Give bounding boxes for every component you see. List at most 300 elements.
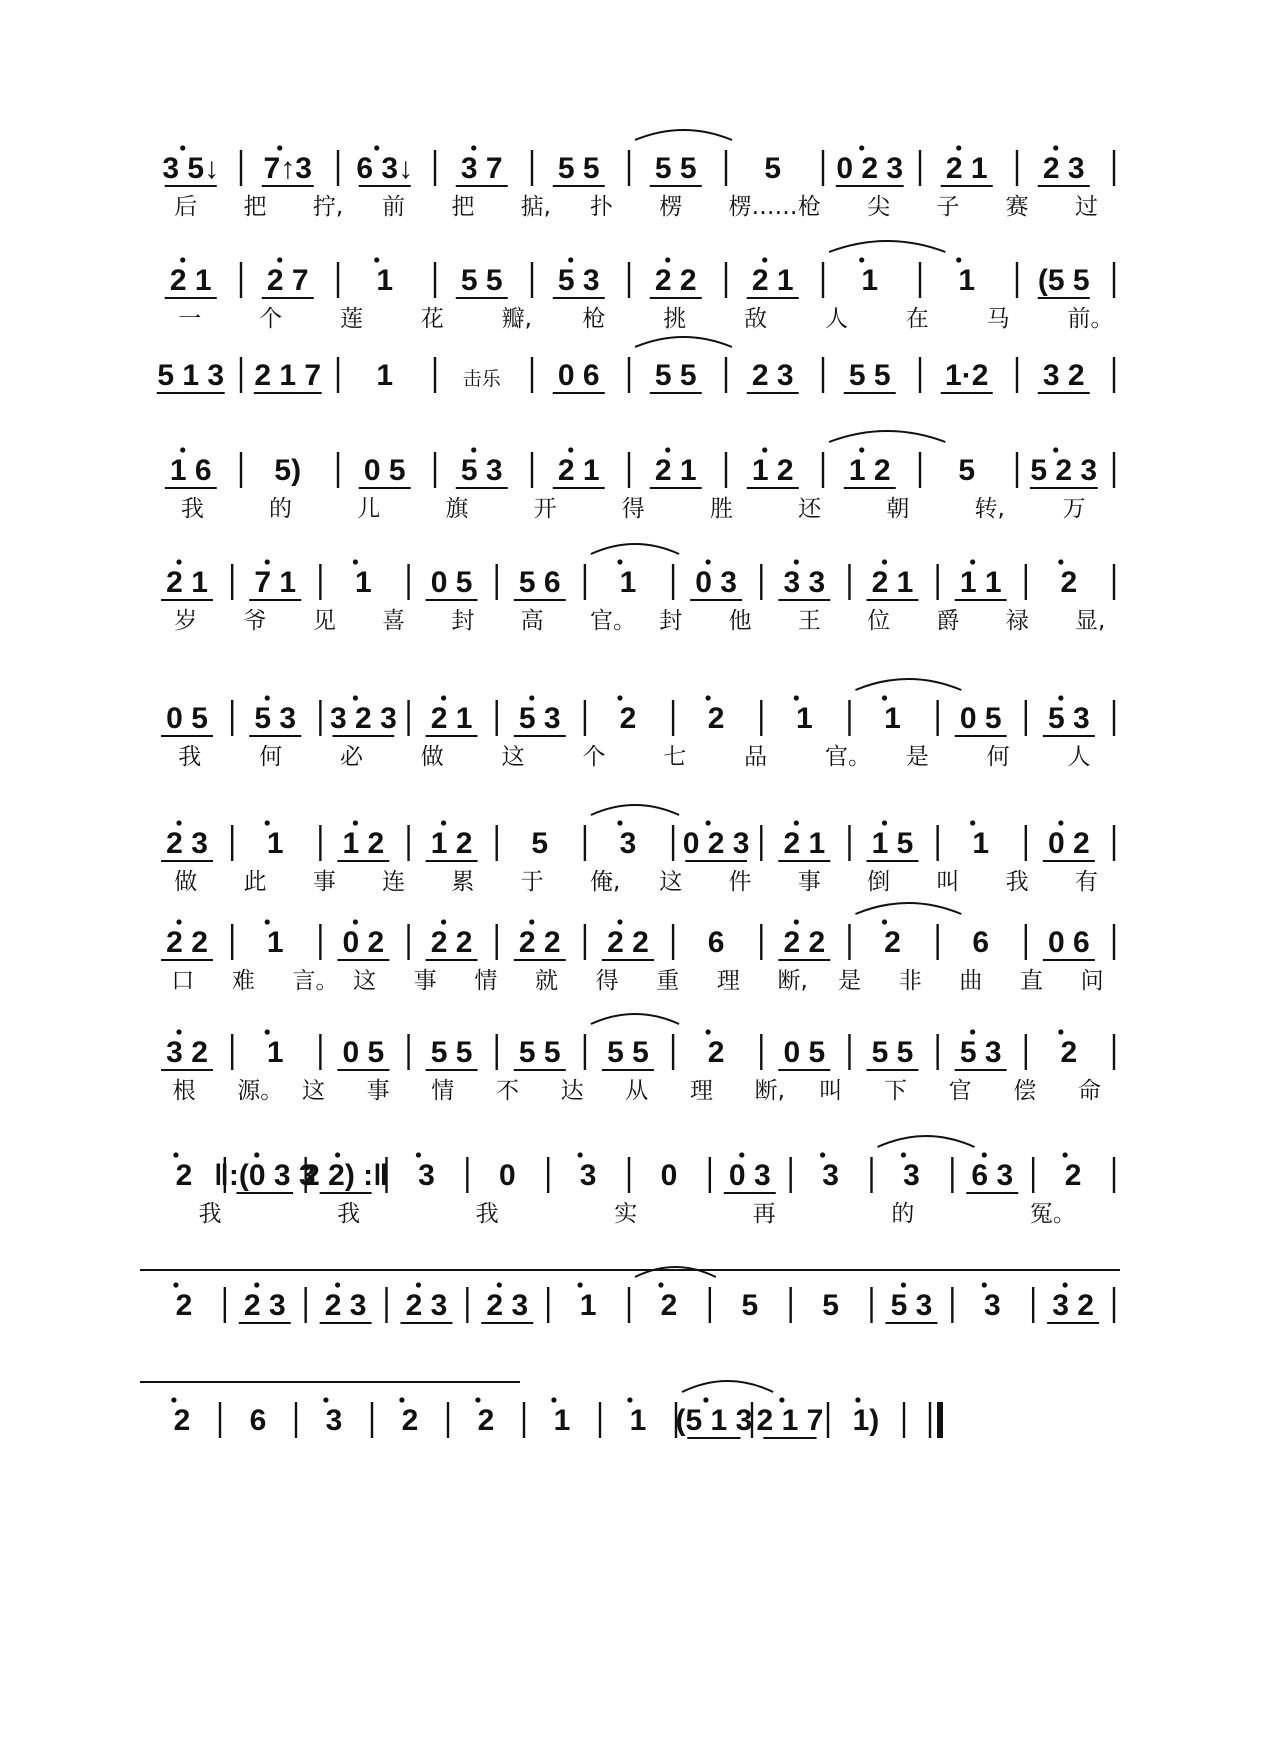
slur xyxy=(855,903,961,914)
octave-dot xyxy=(176,559,181,564)
octave-dot xyxy=(1053,447,1058,452)
octave-dot xyxy=(706,1029,711,1034)
octave-dot xyxy=(441,919,446,924)
note-group: 6 xyxy=(972,926,990,959)
note-group: 5 3 xyxy=(254,702,297,735)
note-group: 3 5↓ xyxy=(162,152,220,185)
note-group: 1 6 xyxy=(169,454,212,487)
note-group: 0 5 xyxy=(342,1036,385,1069)
note-group: 1 xyxy=(958,264,976,297)
note-group: 1 xyxy=(861,264,879,297)
note-group: 5 2 3 xyxy=(1030,454,1098,487)
octave-dot xyxy=(617,919,622,924)
slur xyxy=(635,337,732,347)
lyric-syllable: 官。 xyxy=(589,608,636,634)
octave-dot xyxy=(1058,1029,1063,1034)
octave-dot xyxy=(254,1152,259,1157)
octave-dot xyxy=(882,820,887,825)
note-group: 3 3 xyxy=(783,566,826,599)
note-group: 2 2 xyxy=(654,264,697,297)
note-group: 2 3 xyxy=(486,1289,529,1322)
note-group: 2 2 xyxy=(430,926,473,959)
note-group: 2 2 xyxy=(166,926,208,959)
lyric-syllable: 情 xyxy=(474,968,498,994)
slur xyxy=(591,544,679,554)
note-group: 2 3 xyxy=(324,1289,367,1322)
octave-dot xyxy=(617,695,622,700)
note-group: 2 xyxy=(175,1159,193,1192)
lyric-syllable: 理 xyxy=(716,968,740,994)
note-group: 0 2 xyxy=(1047,827,1090,860)
note-group: 1 xyxy=(579,1289,597,1322)
note-group: 5 5 xyxy=(518,1036,561,1069)
note-group: 6 xyxy=(249,1404,267,1437)
note-group: 2 xyxy=(884,926,901,959)
octave-dot xyxy=(1058,820,1063,825)
note-group: 0 5 xyxy=(430,566,473,599)
octave-dot xyxy=(475,1397,480,1402)
octave-dot xyxy=(277,257,282,262)
lyric-syllable: 做 xyxy=(420,744,444,770)
note-group: 2 xyxy=(707,1036,725,1069)
octave-dot xyxy=(265,919,270,924)
lyric-syllable: 还 xyxy=(798,496,822,522)
note-group: 2 1 xyxy=(945,152,988,185)
note-group: 5 5 xyxy=(557,152,600,185)
octave-dot xyxy=(265,820,270,825)
octave-dot xyxy=(568,447,573,452)
lyric-syllable: 爷 xyxy=(243,608,267,634)
octave-dot xyxy=(855,1397,860,1402)
note-group: 5) xyxy=(274,454,302,487)
note-group: 2 3 xyxy=(751,359,794,392)
octave-dot xyxy=(171,1397,176,1402)
lyric-syllable: 个 xyxy=(582,744,606,770)
octave-dot xyxy=(956,145,961,150)
note-group: 5 xyxy=(822,1289,839,1322)
lyric-syllable: 口 xyxy=(171,968,195,994)
note-group: 2 1 xyxy=(654,454,697,487)
octave-dot xyxy=(779,1397,784,1402)
note-group: 2 7 xyxy=(266,264,309,297)
note-group: (5 5 xyxy=(1037,264,1090,297)
note-group: 5 xyxy=(958,454,976,487)
lyric-syllable: 偿 xyxy=(1013,1078,1037,1104)
lyric-syllable: 做 xyxy=(174,869,198,895)
lyric-syllable: 把 xyxy=(243,194,267,220)
lyric-syllable: 位 xyxy=(867,608,891,634)
note-group: 5 5 xyxy=(607,1036,649,1069)
note-group: 1 xyxy=(972,827,990,860)
note-group: 2 3 xyxy=(243,1289,286,1322)
lyric-syllable: 有 xyxy=(1074,869,1098,895)
octave-dot xyxy=(265,695,270,700)
slur xyxy=(591,1014,679,1024)
note-group: 5 xyxy=(741,1289,759,1322)
note-group: 3 2 xyxy=(1042,359,1085,392)
note-group: 5 5 xyxy=(654,152,697,185)
note-group: 6 3 xyxy=(971,1159,1014,1192)
octave-dot xyxy=(703,1397,708,1402)
octave-dot xyxy=(416,1152,421,1157)
note-group: 2 1 xyxy=(751,264,794,297)
lyric-syllable: 品 xyxy=(744,744,768,770)
note-group: 2 1 xyxy=(557,454,600,487)
note-group: 5 6 xyxy=(518,566,561,599)
octave-dot xyxy=(353,695,358,700)
note-group: 5 3 xyxy=(557,264,600,297)
slur xyxy=(855,679,961,690)
octave-dot xyxy=(1063,1152,1068,1157)
lyric-syllable: 这 xyxy=(301,1078,325,1104)
lyric-syllable: 过 xyxy=(1074,194,1098,220)
octave-dot xyxy=(970,820,975,825)
octave-dot xyxy=(353,820,358,825)
note-group: 0 xyxy=(498,1159,516,1192)
octave-dot xyxy=(277,145,282,150)
octave-dot xyxy=(176,919,181,924)
lyric-syllable: 源。 xyxy=(237,1078,284,1104)
note-group: 1 xyxy=(619,566,637,599)
lyric-syllable: 花 xyxy=(420,306,444,332)
note-group: 5 xyxy=(531,827,549,860)
lyric-syllable: 曲 xyxy=(959,968,983,994)
lyric-syllable: 楞 xyxy=(659,194,683,220)
octave-dot xyxy=(441,820,446,825)
note-group: 5 5 xyxy=(460,264,503,297)
lyric-syllable: 的 xyxy=(891,1201,915,1227)
lyric-syllable: 下 xyxy=(883,1078,907,1104)
lyric-syllable: 何 xyxy=(986,744,1010,770)
lyric-syllable: 事 xyxy=(366,1078,390,1104)
lyric-syllable: 转, xyxy=(974,496,1005,522)
octave-dot xyxy=(578,1152,583,1157)
note-group: 1 2 xyxy=(342,827,385,860)
lyric-syllable: 冤。 xyxy=(1029,1201,1076,1227)
slur xyxy=(878,1136,975,1147)
note-group: 2 xyxy=(1064,1159,1082,1192)
note-group: 2 2 xyxy=(607,926,649,959)
lyric-syllable: 楞…… xyxy=(728,194,798,220)
lyric-syllable: 前。 xyxy=(1067,306,1114,332)
lyric-syllable: 叫 xyxy=(936,869,960,895)
octave-dot xyxy=(374,257,379,262)
octave-dot xyxy=(794,695,799,700)
octave-dot xyxy=(471,447,476,452)
octave-dot xyxy=(578,1282,583,1287)
note-group: 1·2 xyxy=(945,359,989,392)
note-group: 3 xyxy=(579,1159,597,1192)
lyric-syllable: 官。 xyxy=(824,744,871,770)
note-group: 0 2 3 xyxy=(682,827,750,860)
percussion-label: 击乐 xyxy=(462,368,501,390)
note-group: 1 5 xyxy=(871,827,914,860)
note-group: 5 3 xyxy=(518,702,561,735)
lyric-syllable: 掂, xyxy=(520,194,551,220)
octave-dot xyxy=(529,695,534,700)
octave-dot xyxy=(1058,559,1063,564)
lyric-syllable: 七 xyxy=(663,744,687,770)
lyric-syllable: 何 xyxy=(259,744,283,770)
octave-dot xyxy=(794,559,799,564)
octave-dot xyxy=(1053,145,1058,150)
octave-dot xyxy=(982,1282,987,1287)
note-group: 2 1 xyxy=(783,827,826,860)
octave-dot xyxy=(859,257,864,262)
octave-dot xyxy=(794,919,799,924)
lyric-syllable: 情 xyxy=(431,1078,455,1104)
note-group: 0 6 xyxy=(1047,926,1090,959)
note-group: 2 xyxy=(619,702,637,735)
octave-dot xyxy=(956,257,961,262)
note-group: 5 3 xyxy=(1047,702,1090,735)
note-group: 1 2 xyxy=(848,454,891,487)
note-group: 3 xyxy=(619,827,637,860)
lyric-syllable: 得 xyxy=(621,496,645,522)
lyric-syllable: 就 xyxy=(534,968,558,994)
octave-dot xyxy=(882,919,887,924)
octave-dot xyxy=(265,1029,270,1034)
lyric-syllable: 叫 xyxy=(819,1078,843,1104)
lyric-syllable: 封 xyxy=(451,608,475,634)
octave-dot xyxy=(254,1282,259,1287)
lyric-syllable: 这 xyxy=(353,968,377,994)
lyric-syllable: 人 xyxy=(1067,744,1091,770)
lyric-syllable: 是 xyxy=(838,968,862,994)
octave-dot xyxy=(335,1152,340,1157)
note-group: 5 3 xyxy=(460,454,503,487)
note-group: 3 xyxy=(325,1404,343,1437)
note-group: 1 xyxy=(553,1404,571,1437)
octave-dot xyxy=(762,447,767,452)
note-group: 0 5 xyxy=(959,702,1002,735)
lyric-syllable: 事 xyxy=(797,869,821,895)
lyric-syllable: 理 xyxy=(689,1078,713,1104)
note-group: 2 xyxy=(1060,1036,1078,1069)
lyric-syllable: 累 xyxy=(451,869,475,895)
octave-dot xyxy=(859,145,864,150)
note-group: 1 xyxy=(355,566,372,599)
lyric-syllable: 禄 xyxy=(1005,608,1029,634)
lyric-syllable: 直 xyxy=(1019,968,1043,994)
lyric-syllable: 于 xyxy=(520,869,544,895)
octave-dot xyxy=(173,1152,178,1157)
lyric-syllable: 显, xyxy=(1074,608,1106,634)
note-group: 5 3 xyxy=(890,1289,933,1322)
octave-dot xyxy=(497,1282,502,1287)
lyric-syllable: 这 xyxy=(501,744,525,770)
note-group: 0 xyxy=(660,1159,678,1192)
lyric-syllable: 见 xyxy=(312,608,336,634)
octave-dot xyxy=(859,447,864,452)
octave-dot xyxy=(627,1397,632,1402)
lyric-syllable: 命 xyxy=(1077,1078,1101,1104)
lyric-syllable: 件 xyxy=(728,869,752,895)
octave-dot xyxy=(265,559,270,564)
slur xyxy=(682,1381,773,1392)
note-group: 2 2 xyxy=(518,926,561,959)
octave-dot xyxy=(617,820,622,825)
octave-dot xyxy=(617,559,622,564)
lyric-syllable: 开 xyxy=(533,496,557,522)
note-group: (5 1 3 xyxy=(675,1404,753,1437)
octave-dot xyxy=(901,1152,906,1157)
octave-dot xyxy=(970,1029,975,1034)
octave-dot xyxy=(568,257,573,262)
note-group: 0 2 xyxy=(342,926,385,959)
note-group: 0 3 xyxy=(728,1159,771,1192)
note-group: 2 1 7 xyxy=(254,359,322,392)
lyric-syllable: 言。 xyxy=(292,968,339,994)
note-group: 2 1 7 xyxy=(756,1404,824,1437)
octave-dot xyxy=(529,919,534,924)
lyric-syllable: 根 xyxy=(172,1078,196,1104)
lyric-syllable: 喜 xyxy=(382,608,406,634)
lyric-syllable: 我 xyxy=(475,1201,499,1227)
note-group: 3 2 xyxy=(1052,1289,1094,1322)
note-group: 5 5 xyxy=(871,1036,914,1069)
note-group: 3 xyxy=(983,1289,1001,1322)
lyric-syllable: 后 xyxy=(174,194,198,220)
note-group: 1 xyxy=(629,1404,647,1437)
octave-dot xyxy=(180,145,185,150)
lyric-syllable: 儿 xyxy=(357,496,381,522)
octave-dot xyxy=(665,447,670,452)
lyric-syllable: 爵 xyxy=(936,608,960,634)
note-group: 1 1 xyxy=(959,566,1002,599)
note-group: ‖:(0 3 3 xyxy=(213,1159,316,1192)
lyric-syllable: 重 xyxy=(656,968,680,994)
note-group: 2 xyxy=(1060,566,1078,599)
note-group: 2 1 xyxy=(169,264,212,297)
note-group: 2 xyxy=(173,1404,191,1437)
octave-dot xyxy=(706,695,711,700)
lyric-syllable: 必 xyxy=(339,744,363,770)
lyric-syllable: 朝 xyxy=(886,496,910,522)
lyric-syllable: 敌 xyxy=(744,306,768,332)
lyric-syllable: 我 xyxy=(180,496,204,522)
octave-dot xyxy=(882,559,887,564)
note-group: 2 1 xyxy=(166,566,208,599)
lyric-syllable: 实 xyxy=(614,1201,638,1227)
octave-dot xyxy=(416,1282,421,1287)
note-group: 2 3 xyxy=(1042,152,1085,185)
lyric-syllable: 不 xyxy=(495,1078,519,1104)
lyric-syllable: 挑 xyxy=(663,306,687,332)
slur xyxy=(591,805,679,815)
octave-dot xyxy=(658,1282,663,1287)
note-group: 5 5 xyxy=(848,359,891,392)
lyric-syllable: 从 xyxy=(625,1078,649,1104)
lyric-syllable: 的 xyxy=(269,496,293,522)
note-group: 1 xyxy=(266,827,284,860)
lyric-syllable: 难 xyxy=(231,968,255,994)
note-group: 1) xyxy=(852,1404,880,1437)
lyric-syllable: 非 xyxy=(898,968,922,994)
slur xyxy=(829,431,945,442)
octave-dot xyxy=(665,257,670,262)
lyric-syllable: 连 xyxy=(382,869,406,895)
lyric-syllable: 胜 xyxy=(709,496,733,522)
lyric-syllable: 枪 xyxy=(582,306,606,332)
lyric-syllable: 封 xyxy=(659,608,683,634)
lyric-syllable: 得 xyxy=(595,968,619,994)
lyric-syllable: 俺, xyxy=(589,869,621,895)
lyric-syllable: 断, xyxy=(777,968,808,994)
lyric-syllable: 拧, xyxy=(312,194,344,220)
note-group: 3 xyxy=(903,1159,920,1192)
note-group: 1 xyxy=(376,359,394,392)
note-group: 0 5 xyxy=(166,702,208,735)
lyric-syllable: 把 xyxy=(451,194,475,220)
note-group: 7↑3 xyxy=(263,152,312,185)
note-group: 2 3 xyxy=(166,827,208,860)
lyric-syllable: 枪 xyxy=(797,194,821,220)
lyric-syllable: 我 xyxy=(337,1201,361,1227)
note-group: 5 5 xyxy=(430,1036,473,1069)
lyric-syllable: 人 xyxy=(824,306,848,332)
note-group: 1 xyxy=(884,702,901,735)
octave-dot xyxy=(901,1282,906,1287)
lyric-syllable: 在 xyxy=(905,306,929,332)
octave-dot xyxy=(353,919,358,924)
octave-dot xyxy=(1063,1282,1068,1287)
note-group: 6 xyxy=(707,926,725,959)
note-group: 5 3 xyxy=(959,1036,1002,1069)
lyric-syllable: 倒 xyxy=(867,869,891,895)
note-group: 3 7 xyxy=(460,152,503,185)
slur xyxy=(635,1267,716,1277)
octave-dot xyxy=(551,1397,556,1402)
lyric-syllable: 事 xyxy=(312,869,336,895)
octave-dot xyxy=(1058,695,1063,700)
lyric-syllable: 岁 xyxy=(174,608,198,634)
lyric-syllable: 莲 xyxy=(339,306,363,332)
note-group: 3 2 xyxy=(166,1036,208,1069)
lyric-syllable: 达 xyxy=(560,1078,584,1104)
octave-dot xyxy=(739,1152,744,1157)
note-group: 0 2 3 xyxy=(836,152,904,185)
slur xyxy=(635,130,732,140)
lyric-syllable: 我 xyxy=(198,1201,222,1227)
octave-dot xyxy=(335,1282,340,1287)
note-group: 2 xyxy=(707,702,725,735)
lyric-syllable: 他 xyxy=(728,608,752,634)
lyric-syllable: 旗 xyxy=(445,496,469,522)
slur xyxy=(829,241,945,252)
octave-dot xyxy=(762,257,767,262)
lyric-syllable: 一 xyxy=(178,306,202,332)
lyric-syllable: 瓣, xyxy=(501,306,532,332)
note-group: 5 xyxy=(764,152,782,185)
octave-dot xyxy=(399,1397,404,1402)
lyric-syllable: 高 xyxy=(520,608,544,634)
octave-dot xyxy=(180,447,185,452)
octave-dot xyxy=(176,820,181,825)
lyric-syllable: 此 xyxy=(243,869,267,895)
note-group: 2 xyxy=(477,1404,495,1437)
note-group: 2 3 xyxy=(405,1289,448,1322)
lyric-syllable: 子 xyxy=(936,194,960,220)
lyric-syllable: 马 xyxy=(986,306,1010,332)
note-group: 5 5 xyxy=(654,359,697,392)
note-group: 2 2) :‖ xyxy=(303,1159,389,1192)
note-group: 1 2 xyxy=(751,454,794,487)
note-group: 3 xyxy=(822,1159,839,1192)
lyric-syllable: 前 xyxy=(382,194,406,220)
octave-dot xyxy=(706,820,711,825)
note-group: 2 1 xyxy=(871,566,914,599)
